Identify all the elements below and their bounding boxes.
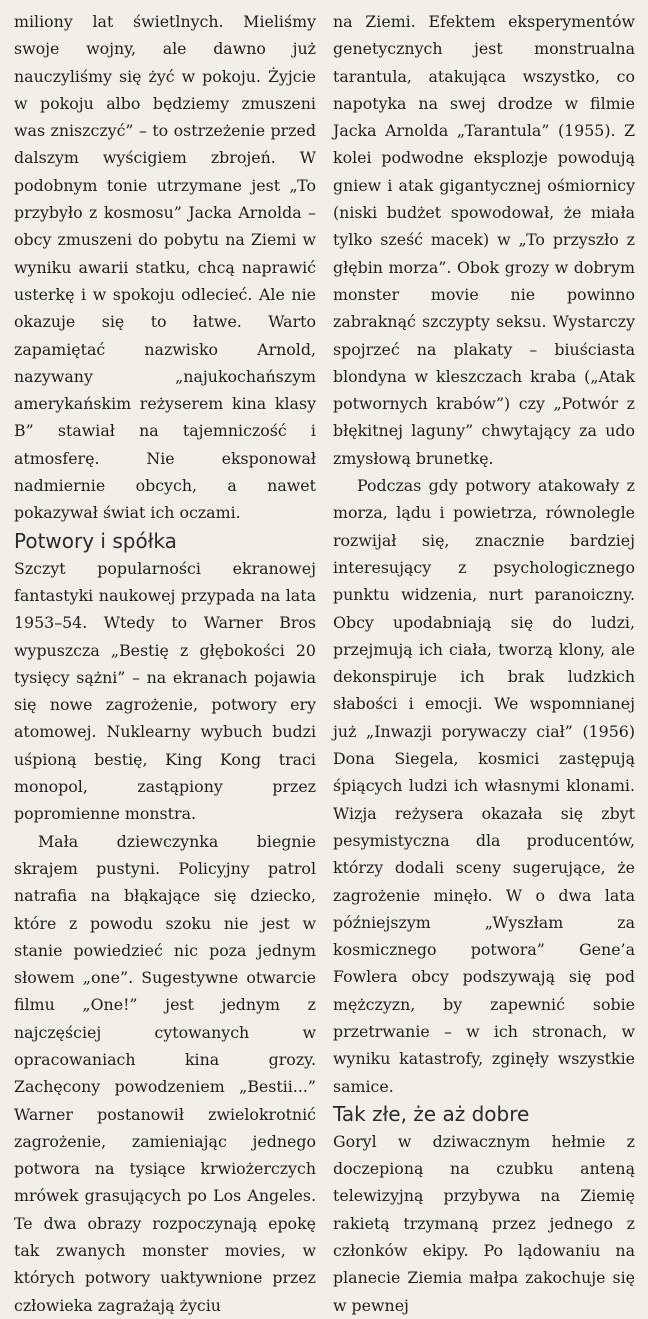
paragraph: na Ziemi. Efektem eksperymentów genetycznych jest monstrualna tarantula, atakująca wszystko, co napotyka na swej drodze w filmie Jacka Arnolda „Tarantula” (1955). Z kolei podwodne eksplozje powodują gniew i atak gigantycznej ośmiornicy (niski budżet spowodował, że miała tylko sześć macek) w „To przyszło z głębin morza”. Obok grozy w dobrym monster movie nie powinno zabraknąć szczypty seksu. Wystarczy spojrzeć na plakaty – biuściasta blondyna w kleszczach kraba („Atak potwornych krabów”) czy „Potwór z błękitnej laguny” chwytający za udo zmysłową brunetkę.: [333, 12, 635, 468]
right-column: [333, 8, 635, 1319]
paragraph: Szczyt popularności ekranowej fantastyki naukowej przypada na lata 1953–54. Wtedy to Warner Bros wypuszcza „Bestię z głębokości 20 tysięcy sążni” – na ekranach pojawia się nowe zagrożenie, potwory ery atomowej. Nuklearny wybuch budzi uśpioną bestię, King Kong traci monopol, zastąpiony przez popromienne monstra.: [14, 558, 316, 824]
paragraph: Mała dziewczynka biegnie skrajem pustyni. Policyjny patrol natrafia na błąkające się dziecko, które z powodu szoku nie jest w stanie powiedzieć nic poza jednym słowem „one”. Sugestywne otwarcie filmu „One!” jest jednym z najczęściej cytowanych w opracowaniach kina grozy. Zachęcony powodzeniem „Bestii...” Warner postanowił zwielokrotnić zagrożenie, zamieniając jednego potwora na tysiące krwiożerczych mrówek grasujących po Los Angeles. Te dwa obrazy rozpoczynają epokę tak zwanych monster movies, w których potwory uaktywnione przez człowieka zagrażają życiu: [14, 831, 316, 1315]
left-column: [14, 8, 316, 1319]
paragraph: miliony lat świetlnych. Mieliśmy swoje wojny, ale dawno już nauczyliśmy się żyć w pokoju. Żyjcie w pokoju albo będziemy zmuszeni was zniszczyć” – to ostrzeżenie przed dalszym wyścigiem zbrojeń. W podobnym tonie utrzymane jest „To przybyło z kosmosu” Jacka Arnolda – obcy zmuszeni do pobytu na Ziemi w wyniku awarii statku, chcą naprawić usterkę i w spokoju odlecieć. Ale nie okazuje się to łatwe. Warto zapamiętać nazwisko Arnold, nazywany „najukochańszym amerykańskim reżyserem kina klasy B” stawiał na tajemniczość i atmosferę. Nie eksponował nadmiernie obcych, a nawet pokazywał świat ich oczami.: [14, 12, 316, 523]
section-heading: Potwory i spółka: [14, 528, 177, 553]
paragraph: Goryl w dziwacznym hełmie z doczepioną na czubku anteną telewizyjną przybywa na Ziemię rakietą trzymaną przez jednego z członków ekipy. Po lądowaniu na planecie Ziemia małpa zakochuje się w pewnej: [333, 1131, 635, 1315]
paragraph: Podczas gdy potwory atakowały z morza, lądu i powietrza, równolegle rozwijał się, znacznie bardziej interesujący z psychologicznego punktu widzenia, nurt paranoiczny. Obcy upodabniają się do ludzi, przejmują ich ciała, tworzą klony, ale dekonspiruje ich brak ludzkich słabości i emocji. We wspomnianej już „Inwazji porywaczy ciał” (1956) Dona Siegela, kosmici zastępują śpiących ludzi ich własnymi klonami. Wizja reżysera okazała się zbyt pesymistyczna dla producentów, którzy dodali sceny sugerujące, że zagrożenie minęło. W o dwa lata późniejszym „Wyszłam za kosmicznego potwora” Gene’a Fowlera obcy podszywają się pod mężczyzn, by zapewnić sobie przetrwanie – w ich stronach, w wyniku katastrofy, zginęły wszystkie samice.: [333, 476, 635, 1096]
section-heading: Tak złe, że aż dobre: [333, 1101, 530, 1126]
